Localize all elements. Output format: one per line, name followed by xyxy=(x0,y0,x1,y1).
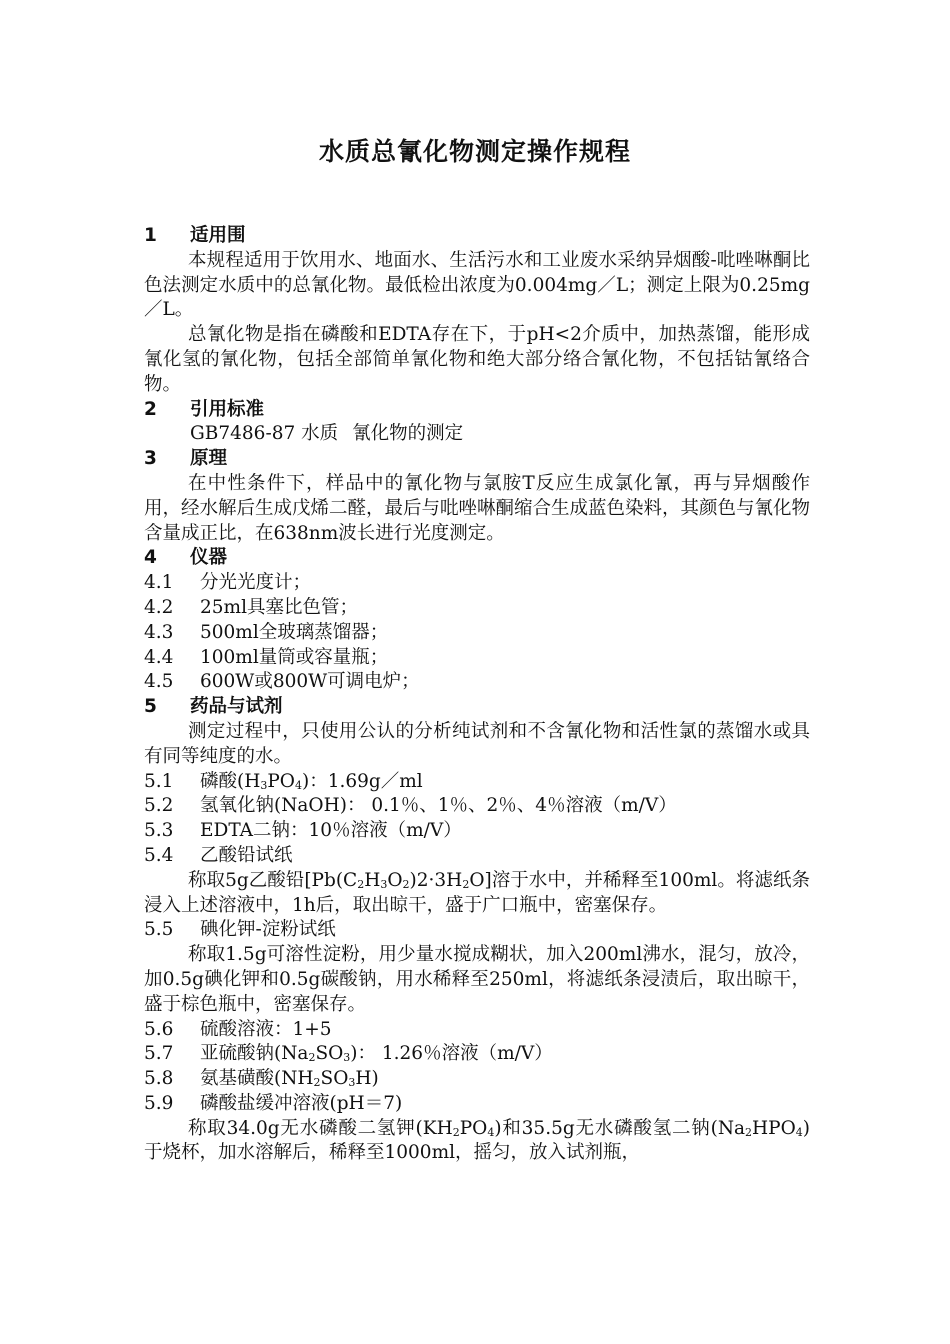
item-number: 5.2 xyxy=(144,795,174,817)
item-text: 100ml量筒或容量瓶； xyxy=(200,646,389,668)
standard-title: 氰化物的测定 xyxy=(352,423,464,445)
section-title: 药品与试剂 xyxy=(190,696,283,718)
item-text: 磷酸$(H_3PO_4)$：1.69g／ml xyxy=(200,770,423,792)
list-item xyxy=(144,1067,810,1092)
standard-code: GB7486-87 水质 xyxy=(190,423,339,445)
list-item xyxy=(144,571,810,596)
list-item xyxy=(144,596,810,621)
item-number: 4.5 xyxy=(144,671,174,693)
paragraph: 测定过程中，只使用公认的分析纯试剂和不含氰化物和活性氯的蒸馏水或具有同等纯度的水。 xyxy=(144,720,810,767)
section-heading-5 xyxy=(144,695,810,720)
item-text: 分光光度计； xyxy=(200,572,312,594)
item-text: 氨基磺酸$(NH_2SO_3H)$ xyxy=(200,1068,379,1090)
item-text: 碘化钾-淀粉试纸 xyxy=(200,919,336,941)
paragraph: 称取34.0g无水磷酸二氢钾$(KH_2PO_4)$和35.5g无水磷酸氢二钠$(Na_2HPO_4)$于烧杯，加水溶解后，稀释至1000ml，摇匀，放入试剂瓶， xyxy=(144,1117,810,1164)
section-title: 适用围 xyxy=(190,225,246,246)
section-heading-1 xyxy=(144,224,810,249)
section-heading-2 xyxy=(144,398,810,423)
section-number: 1 xyxy=(144,225,157,246)
item-number: 5.6 xyxy=(144,1018,174,1040)
item-number: 5.8 xyxy=(144,1068,174,1090)
document-body xyxy=(144,224,810,1166)
section-number: 3 xyxy=(144,448,157,470)
list-item xyxy=(144,844,810,869)
list-item xyxy=(144,621,810,646)
paragraph: 称取5g乙酸铅$[Pb(C_2H_3O_2)2\cdot 3H_2O]$溶于水中，并稀释至100ml。将滤纸条浸入上述溶液中，1h后，取出晾干，盛于广口瓶中，密塞保存。 xyxy=(144,869,811,916)
paragraph: 在中性条件下，样品中的氰化物与氯胺T反应生成氯化氰，再与异烟酸作用，经水解后生成戊烯二醛，最后与吡唑啉酮缩合生成蓝色染料，其颜色与氰化物含量成正比，在638nm波长进行光度测定。 xyxy=(144,472,811,544)
section-number: 2 xyxy=(144,398,157,420)
item-text: 乙酸铅试纸 xyxy=(200,844,293,866)
item-text: EDTA二钠：10％溶液（m/V） xyxy=(200,820,462,842)
list-item xyxy=(144,670,810,695)
list-item xyxy=(144,646,810,671)
item-number: 5.5 xyxy=(144,919,174,941)
section-title: 仪器 xyxy=(190,547,228,569)
item-number: 4.1 xyxy=(144,572,174,594)
item-number: 5.9 xyxy=(144,1092,174,1114)
standard-reference xyxy=(144,422,810,447)
item-number: 4.3 xyxy=(144,621,174,643)
section-number: 4 xyxy=(144,547,157,569)
list-item xyxy=(144,1042,810,1067)
section-title: 引用标准 xyxy=(190,398,265,420)
item-text: 磷酸盐缓冲溶液(pH＝7) xyxy=(200,1092,403,1114)
item-text: 500ml全玻璃蒸馏器； xyxy=(200,621,389,643)
paragraph: 本规程适用于饮用水、地面水、生活污水和工业废水采纳异烟酸-吡唑啉酮比色法测定水质中的总氰化物。最低检出浓度为0.004mg／L；测定上限为0.25mg／L。 xyxy=(144,249,810,321)
section-number: 5 xyxy=(144,696,157,718)
item-number: 5.3 xyxy=(144,820,174,842)
section-heading-3 xyxy=(144,447,810,472)
item-number: 4.2 xyxy=(144,596,174,618)
item-text: 亚硫酸钠$(Na_2SO_3)$： 1.26％溶液（m/V） xyxy=(200,1043,553,1065)
paragraph: 称取1.5g可溶性淀粉，用少量水搅成糊状，加入200ml沸水，混匀，放冷，加0.5g碘化钾和0.5g碳酸钠，用水稀释至250ml，将滤纸条浸渍后，取出晾干，盛于棕色瓶中，密塞保存。 xyxy=(144,944,810,1015)
list-item xyxy=(144,794,810,819)
section-title: 原理 xyxy=(190,448,228,470)
list-item xyxy=(144,918,810,943)
section-heading-4 xyxy=(144,546,810,571)
item-number: 5.1 xyxy=(144,770,174,792)
item-text: 硫酸溶液：1+5 xyxy=(200,1018,332,1040)
paragraph: 总氰化物是指在磷酸和EDTA存在下，于pH<2介质中，加热蒸馏，能形成氰化氢的氰化物，包括全部简单氰化物和绝大部分络合氰化物，不包括钴氰络合物。 xyxy=(144,324,810,395)
list-item xyxy=(144,1092,810,1117)
document-title: 水质总氰化物测定操作规程 xyxy=(318,137,631,166)
list-item xyxy=(144,819,810,844)
list-item xyxy=(144,1018,810,1043)
item-text: 600W或800W可调电炉； xyxy=(200,671,420,693)
item-number: 5.4 xyxy=(144,844,174,866)
list-item xyxy=(144,770,810,795)
item-text: 25ml具塞比色管； xyxy=(200,596,359,618)
item-number: 5.7 xyxy=(144,1043,174,1065)
item-number: 4.4 xyxy=(144,646,174,668)
item-text: 氢氧化钠(NaOH)： 0.1％、1％、2％、4％溶液（m/V） xyxy=(200,795,677,817)
